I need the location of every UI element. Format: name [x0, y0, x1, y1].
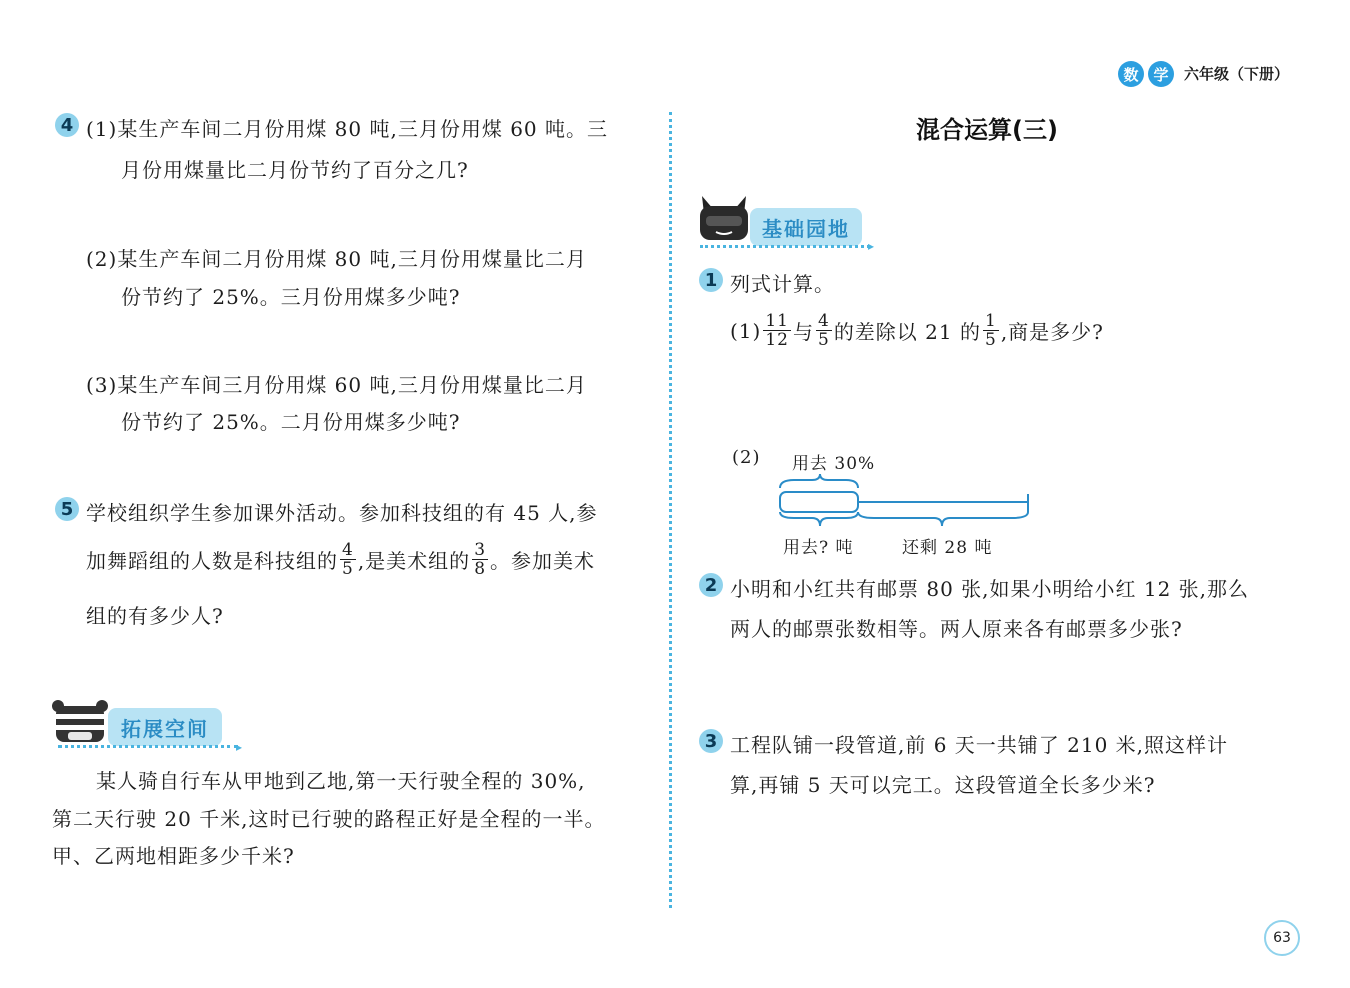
question-1-badge: 1	[699, 268, 723, 292]
diagram-used-bottom-label: 用去? 吨	[783, 538, 854, 558]
subject-badge-2: 学	[1148, 61, 1174, 87]
diagram-remaining-label: 还剩 28 吨	[902, 538, 993, 558]
q1-part1-text-c: 的差除以 21 的	[833, 320, 981, 344]
q5-line2-a: 加舞蹈组的人数是科技组的	[86, 549, 338, 573]
q5-line3: 组的有多少人?	[86, 604, 224, 628]
grade-label: 六年级（下册）	[1184, 65, 1290, 83]
basic-underline	[700, 245, 870, 248]
q2-line2: 两人的邮票张数相等。两人原来各有邮票多少张?	[730, 617, 1183, 641]
q1-part2-label: (2)	[732, 447, 761, 468]
q4-part2-line2: 份节约了 25%。三月份用煤多少吨?	[121, 285, 461, 309]
question-4-badge: 4	[55, 113, 79, 137]
q3-line1: 工程队铺一段管道,前 6 天一共铺了 210 米,照这样计	[730, 733, 1229, 757]
basic-section-tag: 基础园地	[750, 208, 862, 246]
q5-line1: 学校组织学生参加课外活动。参加科技组的有 45 人,参	[86, 501, 598, 525]
question-3-badge: 3	[699, 729, 723, 753]
segment-diagram	[774, 472, 1036, 532]
q1-part1-text-d: ,商是多少?	[1000, 320, 1104, 344]
q4-part1-line1: (1)某生产车间二月份用煤 80 吨,三月份用煤 60 吨。三	[86, 117, 609, 141]
q5-fraction-1: $\frac{4}{5}$	[342, 540, 354, 579]
q1-part1-text-b: 与	[792, 320, 814, 344]
q1-part1	[730, 312, 1104, 349]
expand-arrow-icon: ▸	[236, 740, 243, 754]
q1-title: 列式计算。	[730, 272, 835, 296]
basic-arrow-icon: ▸	[868, 239, 875, 253]
q3-line2: 算,再铺 5 天可以完工。这段管道全长多少米?	[730, 773, 1156, 797]
expand-line3: 甲、乙两地相距多少千米?	[52, 844, 295, 868]
q5-line2	[86, 541, 595, 578]
q4-part2-line1: (2)某生产车间二月份用煤 80 吨,三月份用煤量比二月	[86, 247, 587, 271]
q5-line2-b: ,是美术组的	[357, 549, 471, 573]
expand-section-tag: 拓展空间	[108, 708, 222, 746]
q4-part3-line1: (3)某生产车间三月份用煤 60 吨,三月份用煤量比二月	[86, 373, 587, 397]
q1-fraction-1: $\frac{11}{12}$	[765, 311, 789, 350]
q4-part1-line2: 月份用煤量比二月份节约了百分之几?	[121, 158, 469, 182]
question-2-badge: 2	[699, 573, 723, 597]
subject-badge-1: 数	[1118, 61, 1144, 87]
q1-part1-label: (1)	[730, 318, 762, 343]
question-5-badge: 5	[55, 497, 79, 521]
page-title: 混合运算(三)	[916, 116, 1058, 144]
q5-line2-c: 。参加美术	[490, 549, 596, 573]
q1-fraction-2: $\frac{4}{5}$	[817, 311, 830, 350]
q4-part3-line2: 份节约了 25%。二月份用煤多少吨?	[121, 410, 461, 434]
diagram-used-top-label: 用去 30%	[792, 454, 876, 474]
q5-fraction-2: $\frac{3}{8}$	[474, 540, 487, 579]
expand-line2: 第二天行驶 20 千米,这时已行驶的路程正好是全程的一半。	[52, 807, 606, 831]
q1-fraction-3: $\frac{1}{5}$	[984, 311, 997, 350]
page-divider	[669, 112, 672, 908]
expand-underline	[58, 745, 238, 748]
mascot-dog-icon	[696, 192, 752, 244]
q2-line1: 小明和小红共有邮票 80 张,如果小明给小红 12 张,那么	[730, 577, 1250, 601]
page-number: 63	[1264, 920, 1300, 956]
expand-line1: 某人骑自行车从甲地到乙地,第一天行驶全程的 30%,	[96, 769, 586, 793]
mascot-zebra-icon	[52, 700, 108, 746]
